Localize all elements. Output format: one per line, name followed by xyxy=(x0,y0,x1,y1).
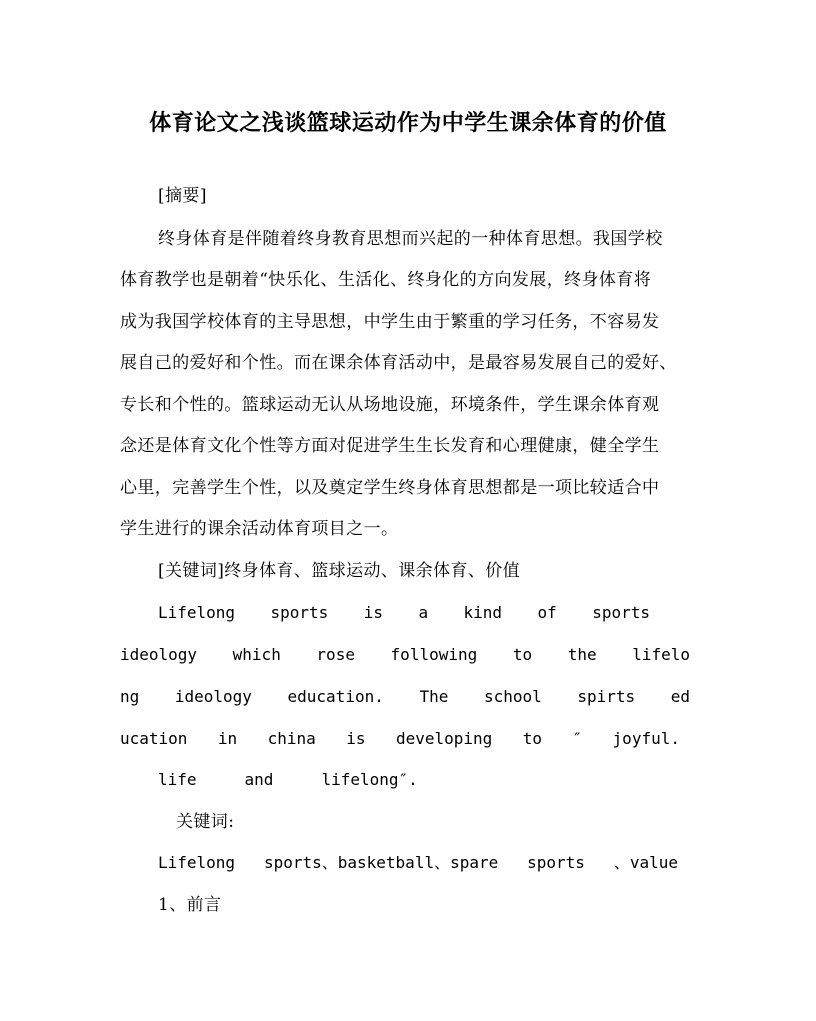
word: ucation xyxy=(120,729,188,748)
keyword: 、value xyxy=(613,853,678,872)
word: lifelo xyxy=(632,645,690,664)
abstract-label: [摘要] xyxy=(158,186,207,206)
word: sports xyxy=(270,603,329,622)
word: which xyxy=(232,645,281,664)
keyword: sports xyxy=(527,853,585,872)
abstract-line: 展自己的爱好和个性。而在课余体育活动中，是最容易发展自己的爱好、 xyxy=(120,353,677,373)
word: life xyxy=(158,770,197,789)
word: school xyxy=(483,687,542,706)
english-abstract-line xyxy=(158,768,696,792)
word: a xyxy=(418,603,429,622)
section-heading: 1、前言 xyxy=(158,895,222,915)
english-abstract-line xyxy=(120,727,680,751)
keyword: Lifelong xyxy=(158,853,236,872)
english-abstract-line xyxy=(120,685,690,709)
keywords-cn: [关键词]终身体育、篮球运动、课余体育、价值 xyxy=(158,561,521,581)
word: spirts xyxy=(577,687,636,706)
word: The xyxy=(419,687,449,706)
english-abstract-line xyxy=(158,601,650,625)
abstract-line: 学生进行的课余活动体育项目之一。 xyxy=(120,519,399,539)
word: ed xyxy=(670,687,690,706)
word: is xyxy=(346,729,366,748)
word: and xyxy=(244,770,274,789)
word: kind xyxy=(463,603,503,622)
word: developing xyxy=(395,729,493,748)
word: ideology xyxy=(174,687,252,706)
word: to xyxy=(522,729,542,748)
word: in xyxy=(217,729,238,748)
keywords-en-label: 关键词: xyxy=(176,812,235,832)
keyword: sports、basketball、spare xyxy=(263,853,499,872)
abstract-line: 专长和个性的。篮球运动无认从场地设施，环境条件，学生课余体育观 xyxy=(120,395,660,415)
word: china xyxy=(267,729,316,748)
word: sports xyxy=(592,603,650,622)
english-abstract-line xyxy=(120,643,690,667)
word: to xyxy=(512,645,533,664)
word: education. xyxy=(287,687,384,706)
word: ideology xyxy=(120,645,198,664)
abstract-line: 终身体育是伴随着终身教育思想而兴起的一种体育思想。我国学校 xyxy=(158,229,663,249)
abstract-line: 成为我国学校体育的主导思想，中学生由于繁重的学习任务，不容易发 xyxy=(120,312,660,332)
abstract-line: 心里，完善学生个性，以及奠定学生终身体育思想都是一项比较适合中 xyxy=(120,478,660,498)
word: is xyxy=(363,603,383,622)
abstract-line: 体育教学也是朝着“快乐化、生活化、终身化的方向发展，终身体育将 xyxy=(120,270,652,290)
word: of xyxy=(537,603,557,622)
word: joyful. xyxy=(612,729,680,748)
keywords-en xyxy=(158,851,678,875)
word: rose xyxy=(316,645,355,664)
word: the xyxy=(567,645,597,664)
word: ng xyxy=(120,687,140,706)
abstract-line: 念还是体育文化个性等方面对促进学生生长发育和心理健康，健全学生 xyxy=(120,436,660,456)
word: following xyxy=(390,645,478,664)
document-title: 体育论文之浅谈篮球运动作为中学生课余体育的价值 xyxy=(149,110,667,136)
word: Lifelong xyxy=(158,603,236,622)
word: lifelong″. xyxy=(321,770,418,789)
word: ″ xyxy=(572,729,583,748)
